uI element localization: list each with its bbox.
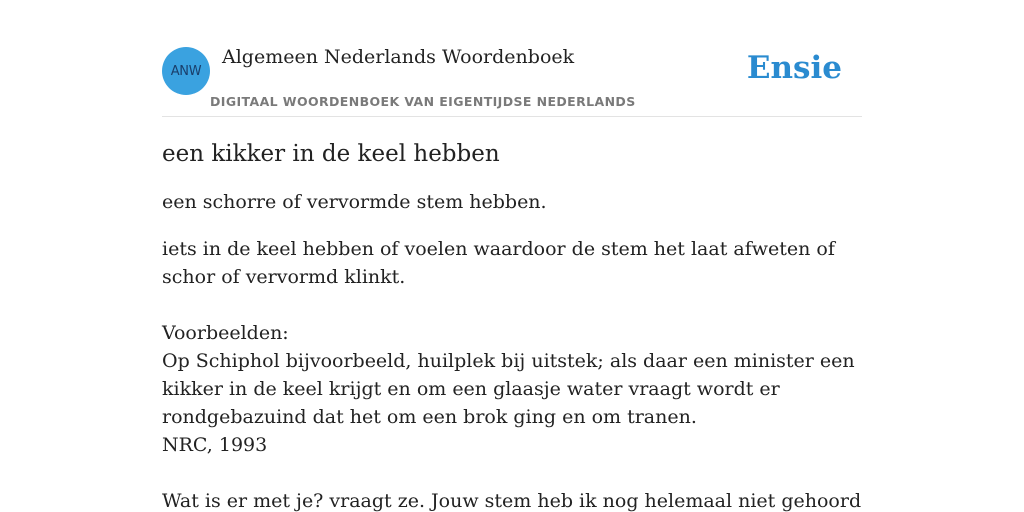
example-text: Wat is er met je? vraagt ze. Jouw stem heb ik nog helemaal niet gehoord <box>162 490 862 512</box>
ensie-brand-logo[interactable]: Ensie <box>746 50 842 86</box>
site-header <box>162 0 862 117</box>
logo-text: ANW <box>170 63 202 79</box>
site-title[interactable]: Algemeen Nederlands Woordenboek <box>222 46 575 68</box>
examples-heading: Voorbeelden: <box>162 322 289 344</box>
example-item <box>162 487 862 512</box>
long-definition: iets in de keel hebben of voelen waardoor de stem het laat afweten of schor of vervormd klinkt. <box>162 238 835 288</box>
entry-term: een kikker in de keel hebben <box>162 141 500 167</box>
short-definition: een schorre of vervormde stem hebben. <box>162 191 547 213</box>
example-item <box>162 347 862 459</box>
site-subtitle: DIGITAAL WOORDENBOEK VAN EIGENTIJDSE NEDERLANDS <box>210 94 636 109</box>
anw-logo[interactable] <box>162 47 210 95</box>
example-source: NRC, 1993 <box>162 434 268 456</box>
example-text: Op Schiphol bijvoorbeeld, huilplek bij uitstek; als daar een minister een kikker in de keel krijgt en om een glaasje water vraagt wordt er rondgebazuind dat het om een brok ging en om tranen. <box>162 350 855 428</box>
entry-content <box>162 138 862 512</box>
